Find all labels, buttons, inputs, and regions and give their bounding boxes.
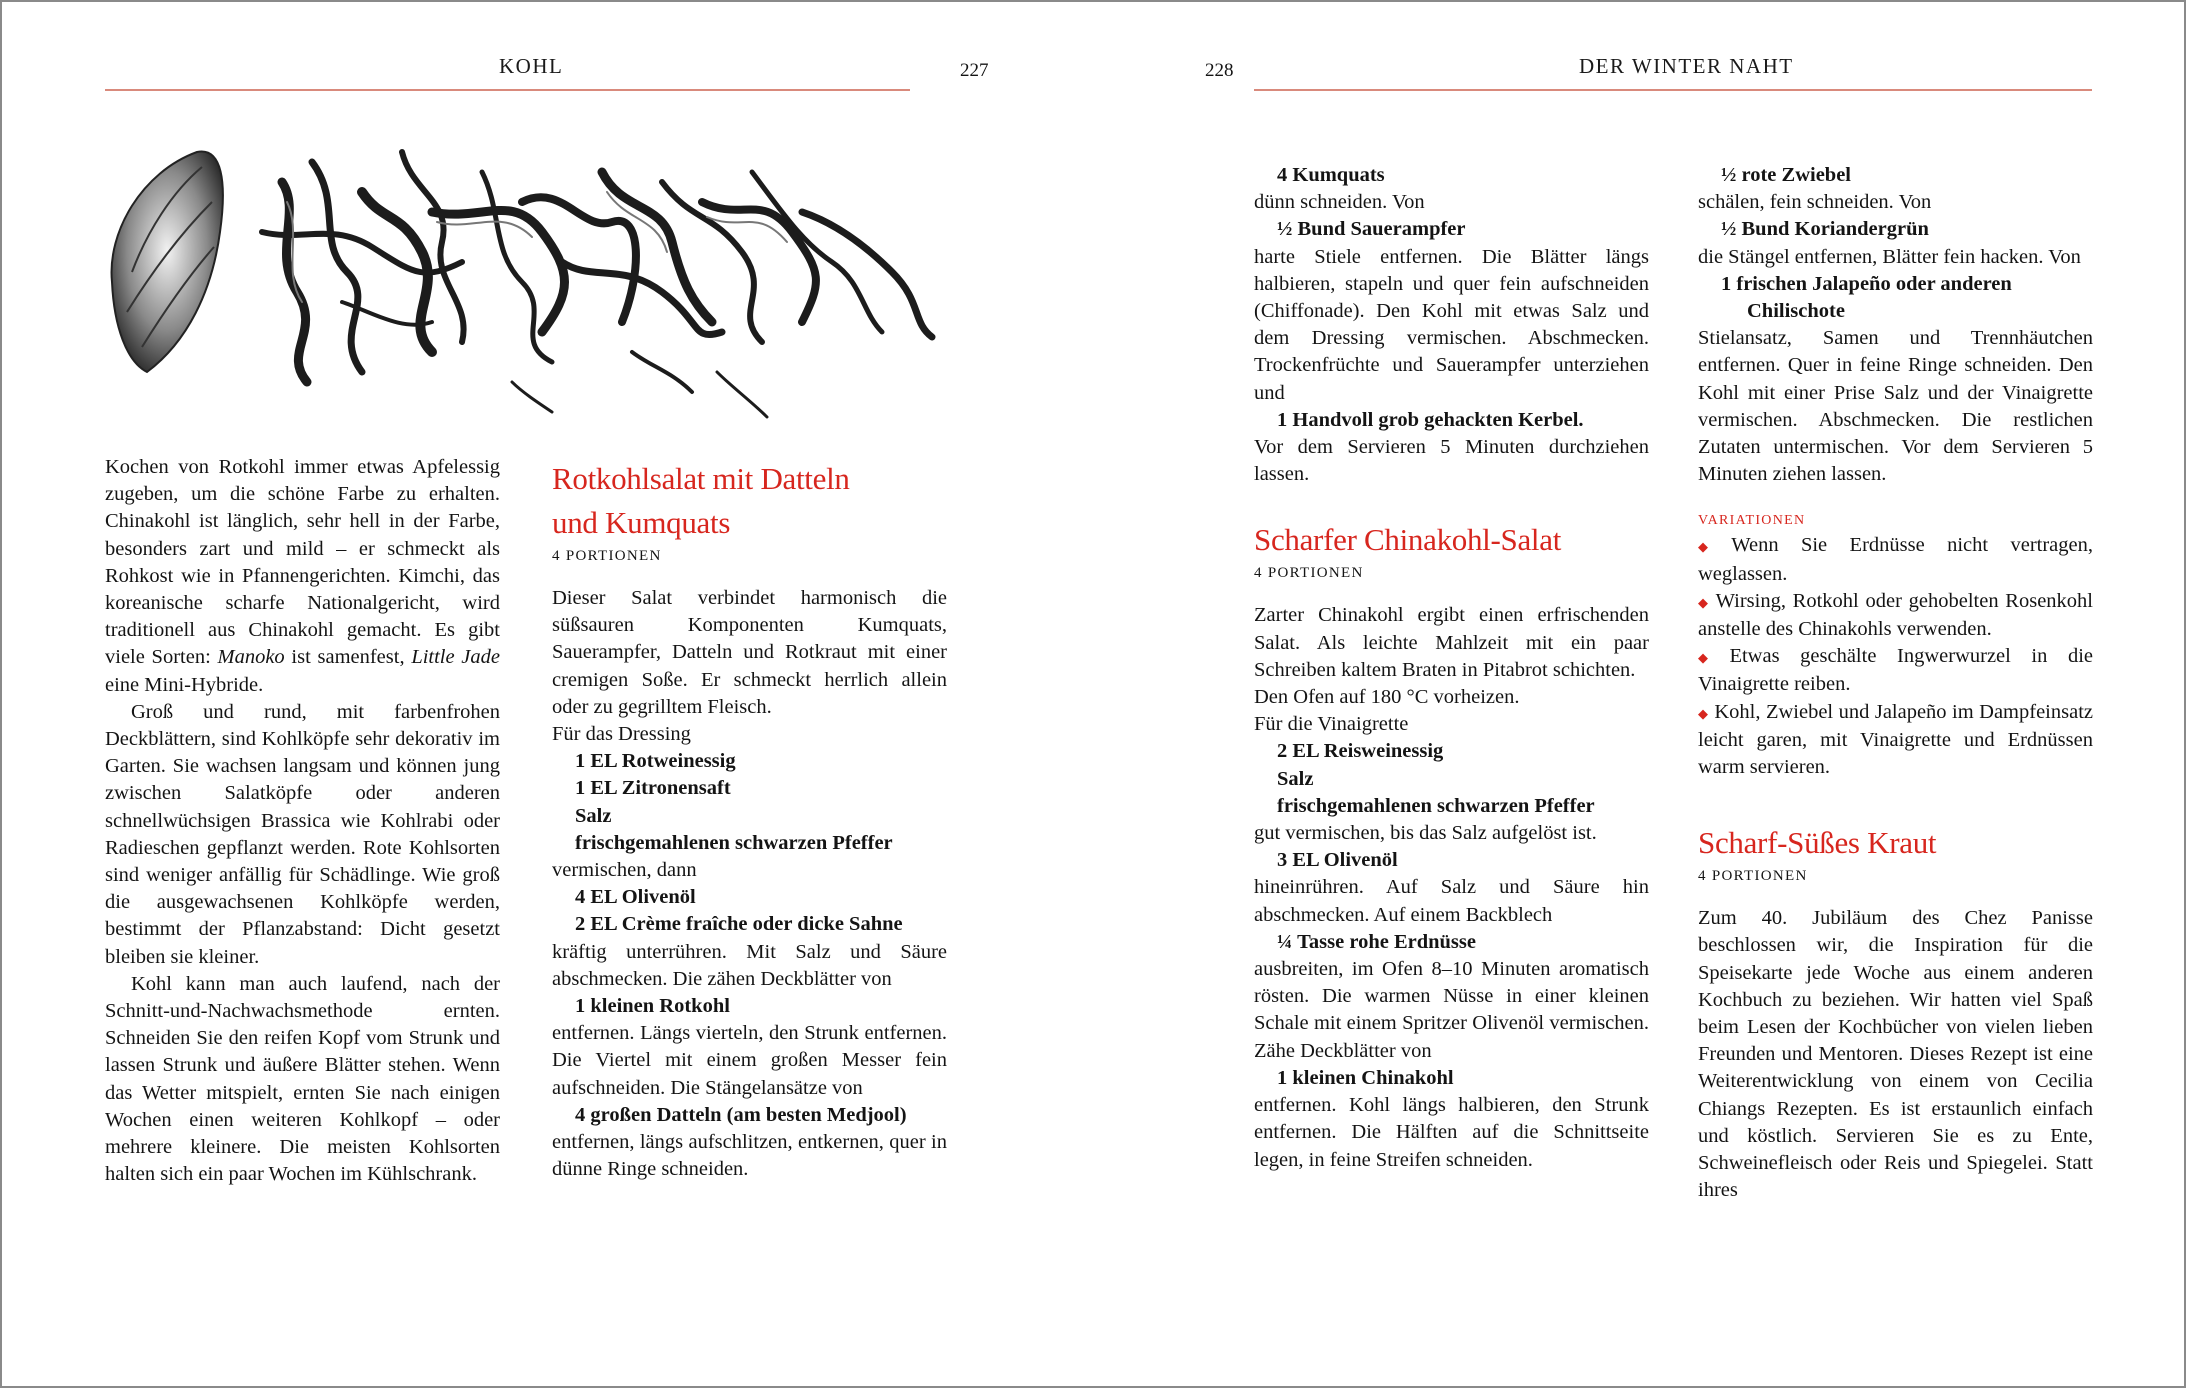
- paragraph-ernten: Kohl kann man auch laufend, nach der Schnitt-und-Nachwachsmethode ernten. Schneiden Sie den reifen Kopf vom Strunk und lassen Strunk und äußere Blätter stehen. Wenn das Wetter mitspielt, ernten Sie nach einigen Wochen einen weiteren Kohlkopf – oder mehrere kleinere. Die meisten Kohlsorten halten sich ein paar Wochen im Kühlschrank.: [105, 972, 500, 1186]
- spacer: [1698, 781, 2093, 821]
- red-cabbage-illustration: [102, 122, 957, 422]
- diamond-bullet-icon: ◆: [1698, 594, 1710, 610]
- ingredient: frischgemahlenen schwarzen Pfeffer: [575, 831, 893, 854]
- right-page-number: 228: [1205, 60, 1234, 81]
- left-page-number: 227: [960, 60, 989, 81]
- instruction: Stielansatz, Samen und Trennhäutchen entfernen. Quer in feine Ringe schneiden. Den Kohl mit einer Prise Salz und der Vinaigrette vermischen. Abschmecken. Die restlichen Zutaten untermischen. Vor dem Servieren 5 Minuten ziehen lassen.: [1698, 327, 2093, 486]
- ingredient: 3 EL Olivenöl: [1277, 849, 1398, 872]
- text-run: Kochen von Rotkohl immer etwas Apfelessig zugeben, um die schöne Farbe zu erhalten. Chinakohl ist länglich, sehr hell in der Farbe, besonders zart und mild – er schmeckt als Rohkost wie in Pfannengerichten. Kimchi, das koreanische scharfe Nationalgericht, wird traditionell aus Chinakohl gemacht. Es gibt viele Sorten:: [105, 456, 500, 669]
- ingredient: 1 Handvoll grob gehackten Kerbel.: [1277, 408, 1584, 431]
- column-recipe-continued: [1254, 162, 1649, 1174]
- recipe-title: Scharfer Chinakohl-Salat: [1254, 522, 1562, 558]
- ingredient: ½ Bund Koriandergrün: [1721, 218, 1929, 241]
- instruction: schälen, fein schneiden. Von: [1698, 191, 1932, 214]
- ingredient: Chilischote: [1747, 300, 1845, 323]
- variation-item: [1698, 588, 2093, 643]
- ingredient: 1 EL Zitronensaft: [575, 777, 731, 800]
- instruction: entfernen, längs aufschlitzen, entkernen, quer in dünne Ringe schneiden.: [552, 1131, 947, 1181]
- spacer: [1254, 488, 1649, 518]
- ingredient: Salz: [1277, 767, 1314, 790]
- recipe-intro: Zum 40. Jubiläum des Chez Panisse beschlossen wir, die Inspiration für die Speisekarte jede Woche aus einem anderen Kochbuch zu beziehen. Wir hatten viel Spaß beim Lesen der Kochbücher von vielen lieben Freunden und Mentoren. Dieses Rezept ist eine Weiterentwicklung von einem von Cecilia Chiangs Rezepten. Es ist erstaunlich einfach und köstlich. Servieren Sie es zu Ente, Schweinefleisch oder Reis und Spiegelei. Statt ihres: [1698, 907, 2093, 1202]
- ingredient: ¼ Tasse rohe Erdnüsse: [1277, 930, 1476, 953]
- instruction: gut vermischen, bis das Salz aufgelöst ist.: [1254, 822, 1597, 845]
- instruction: vermischen, dann: [552, 859, 697, 882]
- paragraph-kohlkoepfe: Groß und rund, mit farbenfrohen Deckblättern, sind Kohlköpfe sehr dekorativ im Garten. Sie wachsen langsam und können jung zwischen Salatköpfe oder anderen schnellwüchsigen Brassica wie Kohlrabi oder Radieschen gepflanzt werden. Rote Kohlsorten sind weniger anfällig für Schädlinge. Wie groß die ausgewachsenen Kohlköpfe werden, bestimmt der Pflanzabstand: Dicht gesetzt bleiben sie kleiner.: [105, 700, 500, 968]
- ingredient: ½ rote Zwiebel: [1721, 164, 1851, 186]
- ingredient: 1 kleinen Rotkohl: [575, 995, 730, 1018]
- ingredient: 4 EL Olivenöl: [575, 886, 696, 909]
- ingredient: ½ Bund Sauerampfer: [1277, 218, 1466, 241]
- left-header-rule: [105, 89, 910, 91]
- instruction: ausbreiten, im Ofen 8–10 Minuten aromatisch rösten. Die warmen Nüsse in einer kleinen Schale mit einem Spritzer Olivenöl vermischen. Zähe Deckblätter von: [1254, 958, 1649, 1062]
- right-running-header: DER WINTER NAHT: [1579, 54, 1794, 78]
- ingredient: 4 Kumquats: [1277, 164, 1385, 186]
- ingredient: frischgemahlenen schwarzen Pfeffer: [1277, 794, 1595, 817]
- variation-text: Wenn Sie Erdnüsse nicht vertragen, weglassen.: [1698, 534, 2093, 585]
- instruction: entfernen. Kohl längs halbieren, den Strunk entfernen. Die Hälften auf die Schnittseite legen, in feine Streifen schneiden.: [1254, 1094, 1649, 1171]
- text-run: ist samenfest,: [284, 646, 412, 669]
- right-header-rule: [1254, 89, 2092, 91]
- text-run: eine Mini-Hybride.: [105, 673, 264, 696]
- ingredient: 4 großen Datteln (am besten Medjool): [575, 1103, 907, 1126]
- portions-label: 4 PORTIONEN: [1254, 565, 1364, 582]
- ingredient: 1 EL Rotweinessig: [575, 750, 736, 773]
- diamond-bullet-icon: ◆: [1698, 705, 1709, 721]
- ingredient: 1 frischen Jalapeño oder anderen: [1721, 272, 2012, 295]
- instruction: Den Ofen auf 180 °C vorheizen.: [1254, 686, 1520, 709]
- variation-text: Etwas geschälte Ingwerwurzel in die Vinaigrette reiben.: [1698, 645, 2094, 696]
- variation-item: [1698, 643, 2093, 698]
- instruction: Vor dem Servieren 5 Minuten durchziehen lassen.: [1254, 436, 1649, 486]
- dressing-label: Für das Dressing: [552, 723, 691, 746]
- recipe-title: Scharf-Süßes Kraut: [1698, 825, 1937, 861]
- portions-label: 4 PORTIONEN: [552, 548, 662, 564]
- instruction: entfernen. Längs vierteln, den Strunk entfernen. Die Viertel mit einem großen Messer fein aufschneiden. Die Stängelansätze von: [552, 1022, 947, 1099]
- ingredient: Salz: [575, 804, 612, 827]
- paragraph-apfelessig: [105, 454, 500, 699]
- ingredient: 1 kleinen Chinakohl: [1277, 1066, 1454, 1089]
- recipe-title: [552, 457, 947, 545]
- variation-text: Wirsing, Rotkohl oder gehobelten Rosenkohl anstelle des Chinakohls verwenden.: [1698, 589, 2093, 641]
- recipe-intro: Dieser Salat verbindet harmonisch die süßsauren Komponenten Kumquats, Sauerampfer, Datteln und Rotkraut mit einer cremigen Soße. Er schmeckt herrlich allein oder zu gegrilltem Fleisch.: [552, 587, 947, 718]
- instruction: kräftig unterrühren. Mit Salz und Säure abschmecken. Die zähen Deckblätter von: [552, 940, 947, 990]
- column-intro-text: [105, 454, 500, 1188]
- left-running-header: KOHL: [499, 54, 564, 78]
- column-chinakohl-continued: [1698, 162, 2093, 1205]
- diamond-bullet-icon: ◆: [1698, 650, 1724, 666]
- ingredient: 2 EL Reisweinessig: [1277, 740, 1444, 763]
- variation-item: [1698, 532, 2093, 587]
- instruction: die Stängel entfernen, Blätter fein hacken. Von: [1698, 245, 2081, 268]
- title-line: und Kumquats: [552, 505, 731, 540]
- diamond-bullet-icon: ◆: [1698, 539, 1726, 555]
- vinaigrette-label: Für die Vinaigrette: [1254, 713, 1409, 736]
- variation-text: Kohl, Zwiebel und Jalapeño im Dampfeinsatz leicht garen, mit Vinaigrette und Erdnüssen warm servieren.: [1698, 700, 2093, 779]
- ingredient: 2 EL Crème fraîche oder dicke Sahne: [575, 913, 903, 936]
- title-line: Rotkohlsalat mit Datteln: [552, 461, 850, 496]
- variety-name: Manoko: [217, 646, 285, 669]
- recipe-intro: Zarter Chinakohl ergibt einen erfrischenden Salat. Als leichte Mahlzeit mit ein paar Schreiben kaltem Braten in Pitabrot schichten.: [1254, 604, 1649, 681]
- instruction: harte Stiele entfernen. Die Blätter längs halbieren, stapeln und quer fein aufschneiden (Chiffonade). Den Kohl mit etwas Salz und dem Dressing vermischen. Abschmecken. Trockenfrüchte und Sauerampfer unterziehen und: [1254, 245, 1649, 404]
- variations-heading: VARIATIONEN: [1698, 513, 1806, 529]
- portions-label: 4 PORTIONEN: [1698, 868, 1808, 885]
- variety-name: Little Jade: [411, 646, 501, 669]
- variation-item: [1698, 699, 2093, 782]
- instruction: dünn schneiden. Von: [1254, 191, 1425, 214]
- recipe-rotkohlsalat: [552, 457, 947, 1183]
- instruction: hineinrühren. Auf Salz und Säure hin abschmecken. Auf einem Backblech: [1254, 876, 1649, 926]
